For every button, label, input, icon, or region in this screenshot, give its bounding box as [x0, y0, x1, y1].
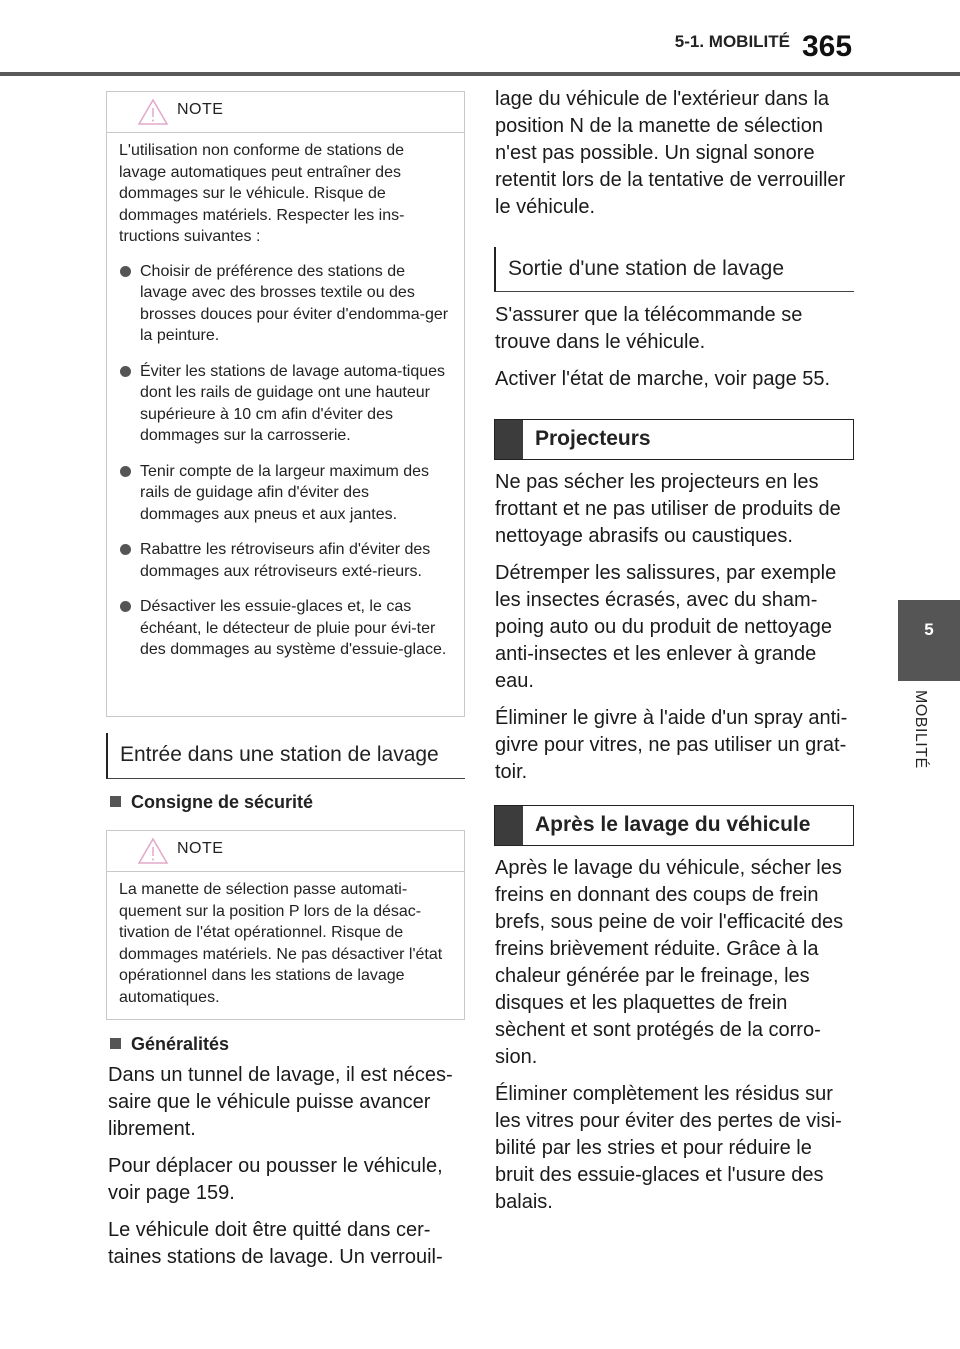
- bullet-text: Tenir compte de la largeur maximum des rails de guidage afin d'éviter des dommages aux pneus et aux jantes.: [140, 462, 430, 523]
- section-header: 5-1. MOBILITÉ: [674, 32, 790, 51]
- chapter-number: 5: [924, 620, 934, 639]
- square-bullet-icon: [110, 1038, 121, 1049]
- note-box-car-wash: [106, 91, 465, 717]
- section-title: Après le lavage du véhicule: [535, 813, 811, 836]
- note-title: NOTE: [177, 101, 224, 118]
- paragraph: lage du véhicule de l'extérieur dans la position N de la manette de sélection n'est pas possible. Un signal sonore retentit lors de la tentative de verrouiller le véhicule.: [495, 88, 846, 218]
- warning-triangle-icon: [137, 98, 169, 126]
- note-intro: L'utilisation non conforme de stations de lavage automatiques peut entraîner des dommages sur le véhicule. Risque de dommages matériels. Respecter les ins-tructions suivantes :: [119, 142, 405, 245]
- note-text: La manette de sélection passe automati-quement sur la position P lors de la désac-tivation de l'état opérationnel. Risque de dommages matériels. Ne pas désactiver l'état opérationnel dans les stations de lavage automatiques.: [119, 881, 443, 1006]
- note-bullet: [119, 461, 452, 526]
- paragraph: Le véhicule doit être quitté dans cer-taines stations de lavage. Un verrouil-: [108, 1219, 443, 1268]
- paragraph: Éliminer complètement les résidus sur les vitres pour éviter des pertes de visi-bilité par les stries et pour réduire le bruit des essuie-glaces et l'usure des balais.: [495, 1083, 842, 1213]
- subheading-text: Généralités: [131, 1034, 230, 1054]
- note-header: [107, 831, 464, 872]
- note-header: [107, 92, 464, 133]
- subheading-generalites: [110, 1034, 229, 1055]
- subheading-text: Consigne de sécurité: [131, 792, 314, 812]
- bullet-text: Éviter les stations de lavage automa-tiques dont les rails de guidage ont une hauteur supérieure à 10 cm afin d'éviter des dommages sur la carrosserie.: [140, 362, 446, 444]
- projecteurs-text: [495, 469, 855, 796]
- heading-marker: [495, 420, 523, 459]
- section-heading-entree: [106, 733, 465, 779]
- sortie-text: [495, 302, 855, 403]
- paragraph: S'assurer que la télécommande se trouve dans le véhicule.: [495, 304, 803, 353]
- note-box-selector: [106, 830, 465, 1020]
- section-title: Entrée dans une station de lavage: [120, 743, 439, 766]
- square-bullet-icon: [110, 796, 121, 807]
- note-title: NOTE: [177, 840, 224, 857]
- bullet-text: Désactiver les essuie-glaces et, le cas échéant, le détecteur de pluie pour évi-ter des dommages au système d'essuie-glace.: [140, 598, 447, 658]
- bullet-icon: [120, 601, 131, 612]
- page-number: 365: [802, 30, 853, 63]
- paragraph: Éliminer le givre à l'aide d'un spray anti-givre pour vitres, ne pas utiliser un grat-toir.: [495, 707, 848, 783]
- paragraph: Ne pas sécher les projecteurs en les frottant et ne pas utiliser de produits de nettoyage abrasifs ou caustiques.: [495, 471, 841, 547]
- right-continued-text: [495, 86, 855, 231]
- subheading-consigne: [110, 792, 313, 813]
- note-bullet: [119, 596, 452, 661]
- section-title: Projecteurs: [535, 427, 651, 450]
- paragraph: Pour déplacer ou pousser le véhicule, voir page 159.: [108, 1155, 443, 1204]
- section-title: Sortie d'une station de lavage: [508, 257, 785, 280]
- paragraph: Après le lavage du véhicule, sécher les freins en donnant des coups de frein brefs, sous peine de voir l'efficacité des freins brièvement réduite. Grâce à la chaleur générée par le freinage, les disques et les plaquettes de frein sèchent et sont protégés de la corro-sion.: [495, 857, 844, 1068]
- section-heading-apres-lavage: [494, 805, 854, 846]
- section-heading-sortie: [494, 247, 854, 292]
- header-divider: [0, 72, 960, 76]
- bullet-text: Choisir de préférence des stations de lavage avec des brosses textile ou des brosses douces pour éviter d'endomma-ger la peinture.: [140, 262, 449, 344]
- paragraph: Activer l'état de marche, voir page 55.: [495, 368, 831, 390]
- bullet-icon: [120, 466, 131, 477]
- chapter-tab: [898, 600, 960, 681]
- warning-triangle-icon: [137, 837, 169, 865]
- apres-lavage-text: [495, 855, 855, 1226]
- note-bullet: [119, 361, 452, 447]
- bullet-icon: [120, 544, 131, 555]
- paragraph: Détremper les salissures, par exemple les insectes écrasés, avec du sham-poing auto ou du produit de nettoyage anti-insectes et les enlever à grande eau.: [495, 562, 837, 692]
- note-bullet: [119, 261, 452, 347]
- bullet-text: Rabattre les rétroviseurs afin d'éviter des dommages aux rétroviseurs exté-rieurs.: [140, 541, 431, 580]
- bullet-icon: [120, 266, 131, 277]
- section-heading-projecteurs: [494, 419, 854, 460]
- heading-marker: [495, 806, 523, 845]
- note-bullet: [119, 539, 452, 582]
- left-body-text: [108, 1062, 468, 1281]
- bullet-icon: [120, 366, 131, 377]
- chapter-label-text: MOBILITÉ: [912, 690, 929, 769]
- chapter-label: [899, 690, 939, 810]
- paragraph: Dans un tunnel de lavage, il est néces-saire que le véhicule puisse avancer librement.: [108, 1064, 453, 1140]
